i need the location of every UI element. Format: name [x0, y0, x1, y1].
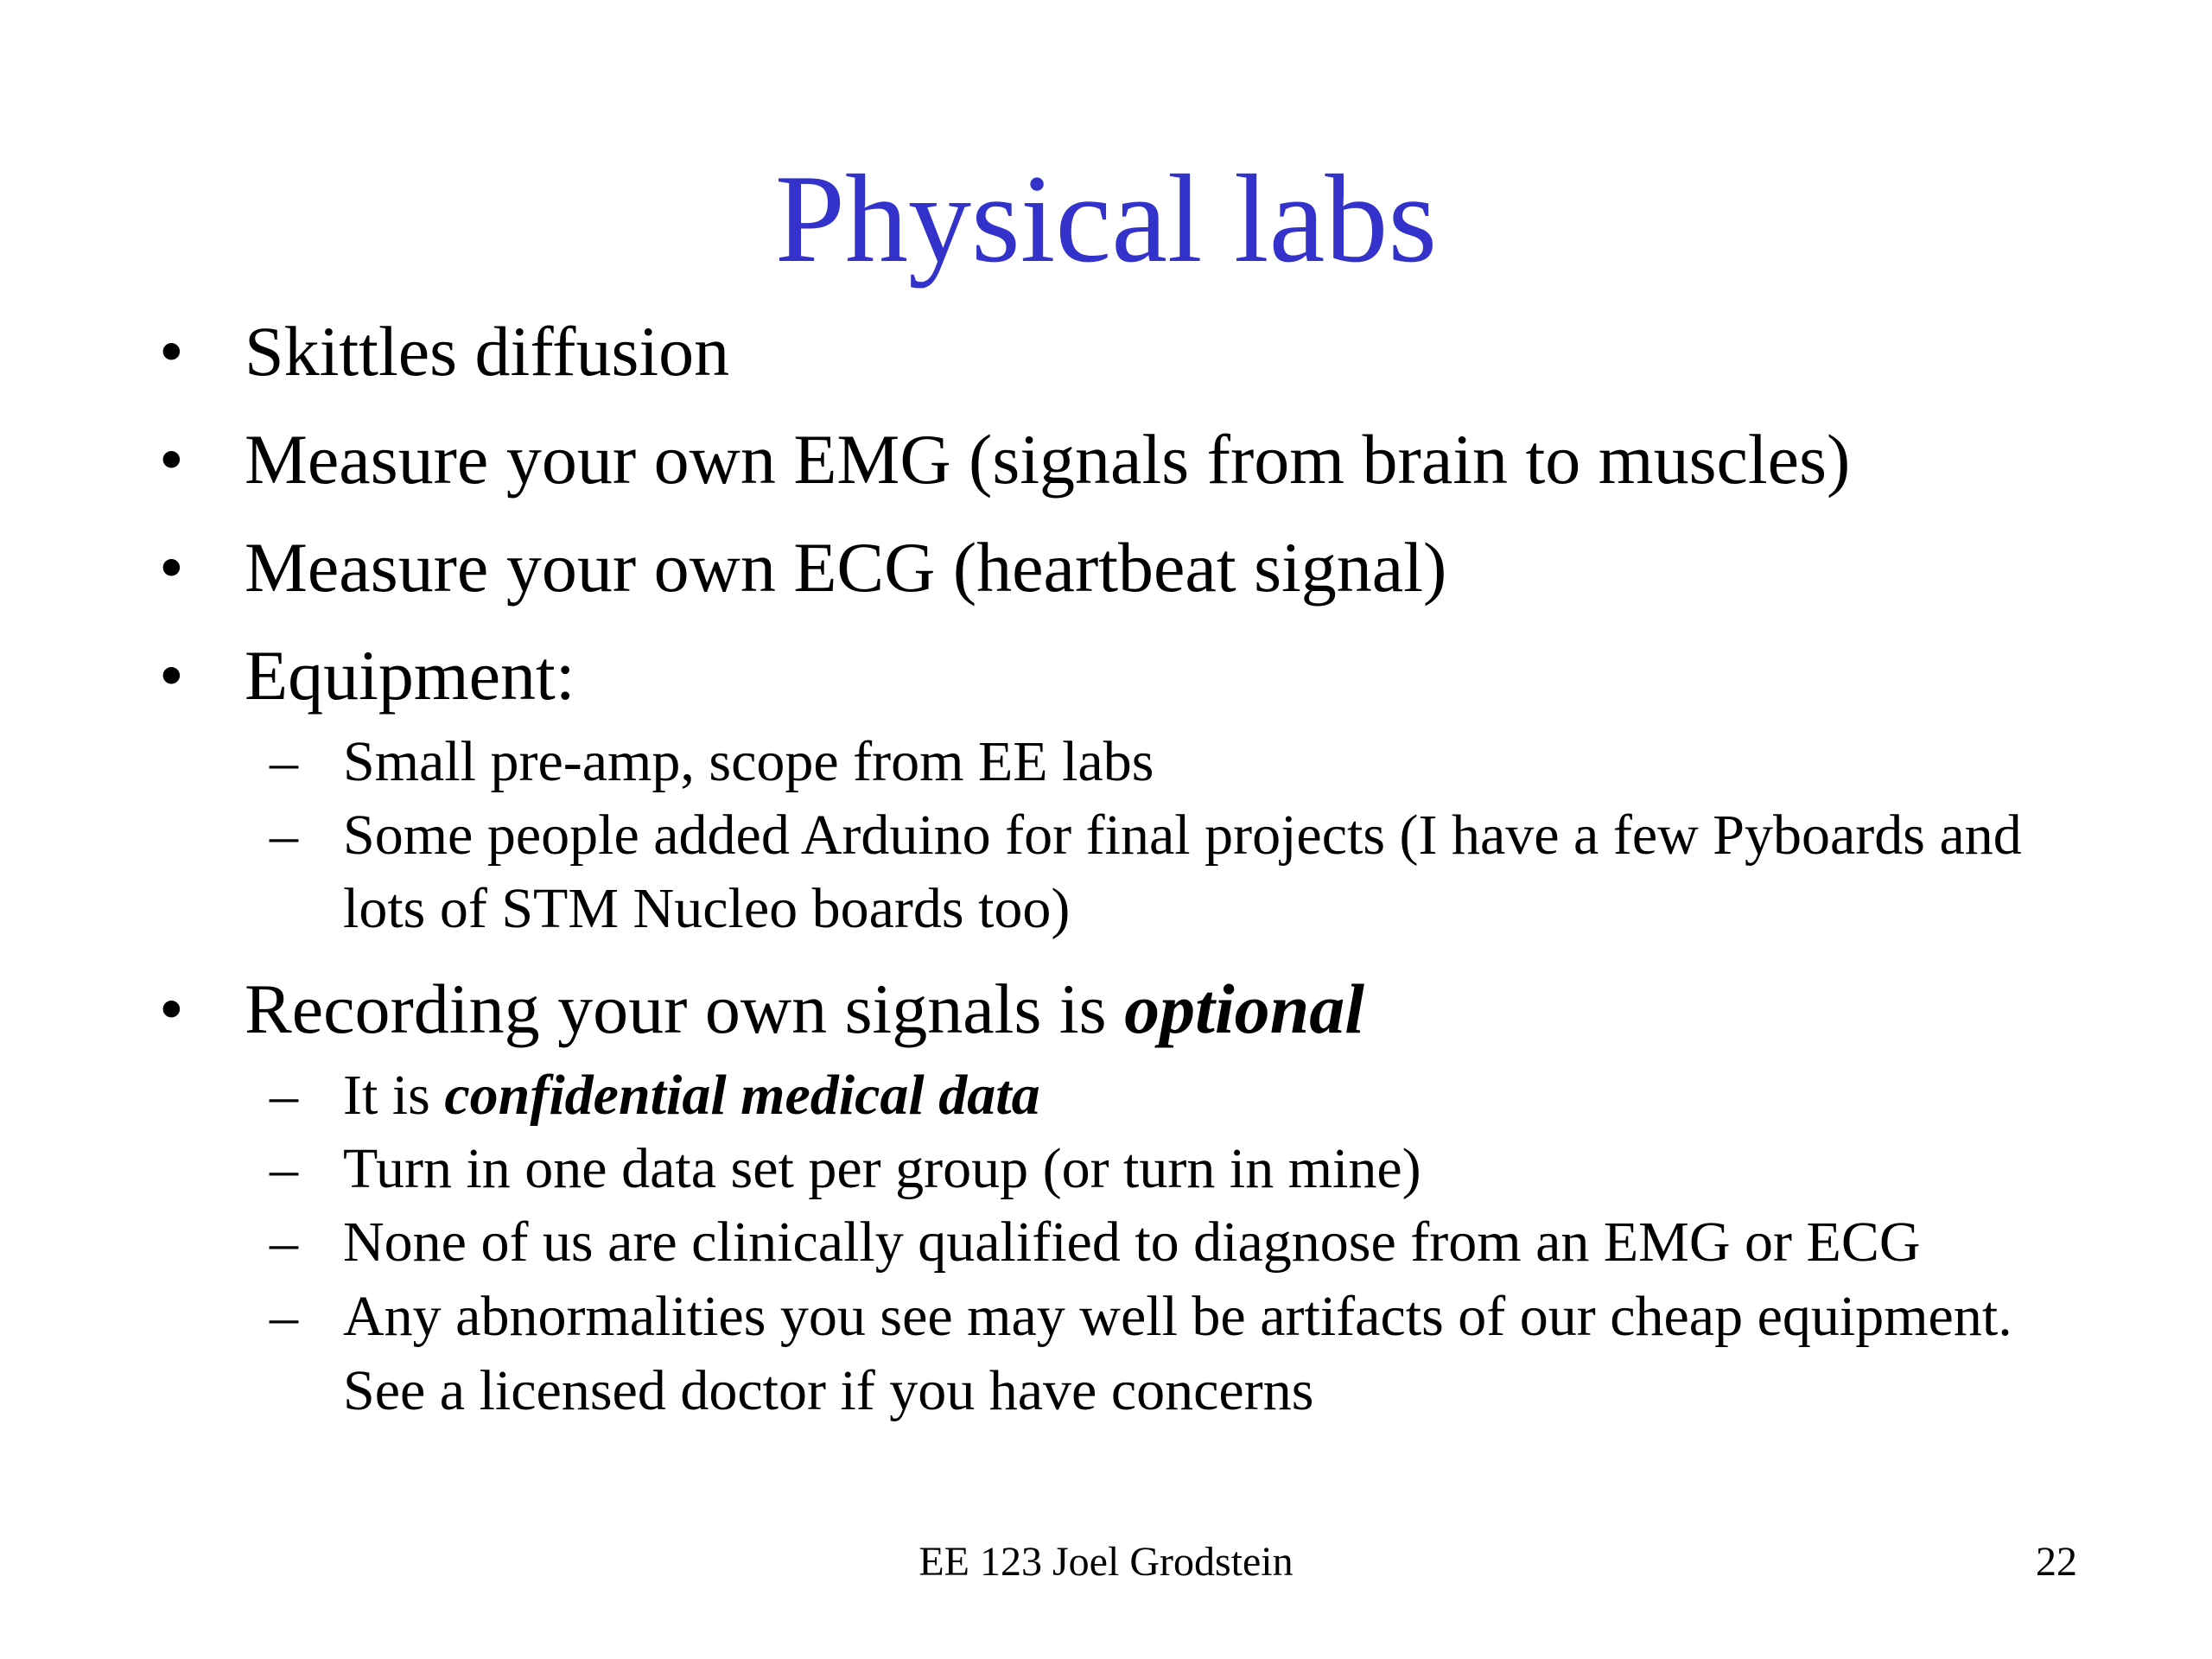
- bullet-item-equipment: Equipment:: [245, 636, 575, 715]
- sub-bullet-marker: –: [270, 730, 298, 793]
- bullet-marker: •: [159, 969, 184, 1048]
- footer-course: EE 123 Joel Grodstein: [918, 1539, 1294, 1585]
- bullet-item-skittles: Skittles diffusion: [245, 312, 730, 391]
- sub-bullet-marker: –: [270, 1285, 298, 1348]
- slide-title: Physical labs: [774, 149, 1438, 289]
- sub-item-abnormalities-line1: Any abnormalities you see may well be artifacts of our cheap equipment.: [343, 1285, 2012, 1348]
- sub-item-not-qualified: None of us are clinically qualified to diagnose from an EMG or ECG: [343, 1211, 1921, 1274]
- emphasis-confidential: confidential medical data: [444, 1064, 1040, 1127]
- sub-item-confidential-text: It is: [343, 1064, 445, 1127]
- sub-item-preamp: Small pre-amp, scope from EE labs: [343, 730, 1154, 793]
- sub-bullet-marker: –: [270, 804, 298, 867]
- sub-item-confidential: [343, 1059, 1040, 1132]
- sub-bullet-marker: –: [270, 1137, 298, 1200]
- sub-item-abnormalities-line2: See a licensed doctor if you have concerns: [343, 1359, 1314, 1422]
- bullet-marker: •: [159, 312, 184, 391]
- sub-item-arduino-line1: Some people added Arduino for final projects (I have a few Pyboards and: [343, 804, 2022, 867]
- sub-item-turn-in: Turn in one data set per group (or turn in mine): [343, 1137, 1421, 1200]
- bullet-item-emg: Measure your own EMG (signals from brain to muscles): [245, 420, 1851, 499]
- bullet-item-ecg: Measure your own ECG (heartbeat signal): [245, 528, 1447, 607]
- sub-item-arduino-line2: lots of STM Nucleo boards too): [343, 877, 1071, 940]
- bullet-marker: •: [159, 528, 184, 607]
- sub-bullet-marker: –: [270, 1211, 298, 1274]
- bullet-marker: •: [159, 636, 184, 715]
- emphasis-optional: optional: [1124, 969, 1365, 1048]
- bullet-item-recording: [245, 966, 1364, 1052]
- bullet-item-recording-text: Recording your own signals is: [245, 969, 1125, 1048]
- page-number: 22: [2036, 1539, 2077, 1585]
- bullet-marker: •: [159, 420, 184, 499]
- sub-bullet-marker: –: [270, 1064, 298, 1127]
